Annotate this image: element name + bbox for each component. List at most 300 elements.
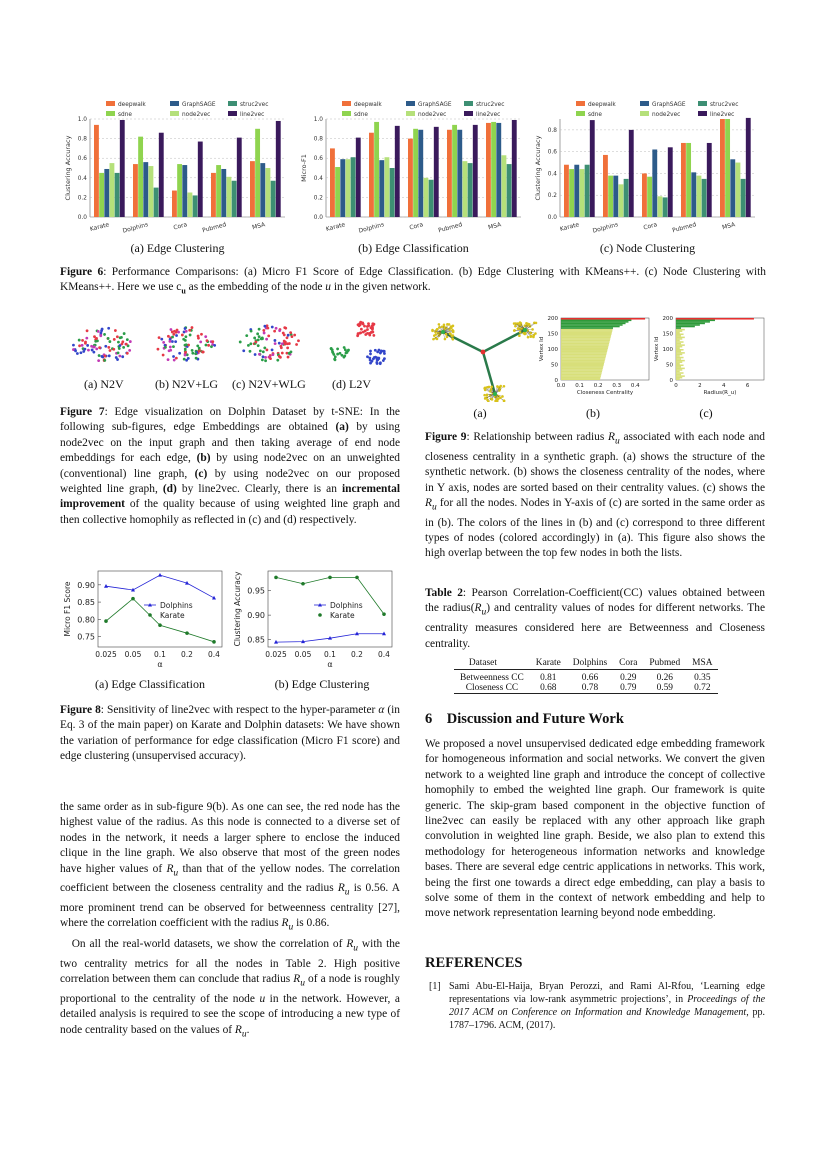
data-point — [301, 582, 305, 586]
scatter-point — [283, 333, 286, 336]
bar — [561, 330, 612, 332]
scatter-point — [266, 348, 269, 351]
scatter-point — [258, 328, 261, 331]
bar — [390, 168, 395, 217]
network-node — [486, 399, 489, 402]
y-tick-label: 200 — [662, 316, 673, 322]
fig9-closeness-chart — [535, 312, 655, 404]
y-tick-label: 0.90 — [77, 580, 95, 590]
bar — [676, 338, 682, 340]
x-tick-label: 0.2 — [351, 650, 363, 659]
data-point — [104, 584, 108, 588]
legend-label: GraphSAGE — [652, 102, 686, 108]
scatter-point — [158, 336, 161, 339]
scatter-point — [369, 353, 372, 356]
bar — [676, 332, 680, 334]
x-tick-label: 0.2 — [181, 650, 193, 659]
bar — [374, 122, 379, 217]
scatter-point — [120, 336, 123, 339]
network-node — [499, 385, 502, 388]
scatter-point — [107, 327, 110, 330]
y-tick-label: 0.85 — [247, 635, 265, 645]
x-tick-label: 0.1 — [575, 383, 584, 389]
network-node — [503, 399, 506, 402]
bar — [691, 172, 696, 217]
bar — [676, 366, 681, 368]
bar — [159, 133, 164, 217]
x-tick-label: Karate — [89, 221, 111, 234]
legend-label: node2vec — [652, 112, 681, 118]
scatter-point — [262, 329, 265, 332]
scatter-point — [281, 342, 284, 345]
network-node — [484, 387, 487, 390]
table2-cell: 0.72 — [686, 683, 718, 694]
scatter-point — [336, 348, 339, 351]
scatter-point — [334, 358, 337, 361]
scatter-point — [278, 329, 281, 332]
bar — [149, 166, 154, 217]
data-point — [328, 576, 332, 580]
scatter-point — [118, 355, 121, 358]
legend-label: GraphSAGE — [418, 102, 452, 108]
network-node — [452, 338, 455, 341]
scatter-point — [188, 329, 191, 332]
fig7-subcaption-b: (b) N2V+LG — [155, 377, 219, 391]
bar — [561, 340, 610, 342]
bar — [561, 355, 606, 357]
network-node — [493, 392, 497, 396]
scatter-point — [101, 328, 104, 331]
network-node — [514, 325, 517, 328]
data-point — [185, 631, 189, 635]
scatter-point — [283, 326, 286, 329]
scatter-point — [204, 335, 207, 338]
network-node — [484, 397, 487, 400]
y-tick-label: 0.8 — [547, 127, 557, 134]
scatter-point — [197, 337, 200, 340]
legend-marker — [318, 613, 322, 617]
table2-row — [454, 670, 718, 684]
data-point — [158, 573, 162, 577]
scatter-point — [213, 344, 216, 347]
legend-label: struc2vec — [710, 102, 739, 108]
scatter-point — [382, 350, 385, 353]
scatter-point — [258, 335, 261, 338]
scatter-point — [80, 351, 83, 354]
bar — [340, 159, 345, 217]
table2-header: Pubmed — [643, 657, 686, 670]
x-tick-label: 0.4 — [630, 383, 640, 389]
fig8-caption: Figure 8: Sensitivity of line2vec with respect to the hyper-parameter α (in Eq. 3 of the main paper) on Karate and Dolphin datasets: We have shown the variation of performance for edge classification (Micro F1 score) and edge clustering (unsupervised accuracy). — [60, 704, 400, 763]
scatter-point — [117, 341, 120, 344]
scatter-point — [81, 339, 84, 342]
y-axis-label: Micro-F1 — [300, 154, 308, 182]
scatter-point — [286, 346, 289, 349]
scatter-point — [97, 330, 100, 333]
scatter-point — [98, 346, 101, 349]
scatter-point — [94, 340, 97, 343]
scatter-point — [81, 344, 84, 347]
network-node — [530, 335, 533, 338]
scatter-point — [187, 357, 190, 360]
scatter-point — [104, 355, 107, 358]
scatter-point — [245, 334, 248, 337]
scatter-point — [128, 349, 131, 352]
bar — [227, 177, 232, 217]
scatter-point — [274, 342, 277, 345]
fig7-subcaption-d: (d) L2V — [332, 377, 371, 391]
bar — [676, 363, 680, 365]
bar — [676, 320, 715, 322]
bar — [486, 123, 491, 217]
x-tick-label: 0.025 — [95, 650, 117, 659]
bar — [681, 143, 686, 217]
body-paragraph-1: the same order as in sub-figure 9(b). As one can see, the red node has the highest value of the radius. As this node is connected to a diverse set of nodes in the network, it needs a larger sphere to enclose the induced clique in the line graph. We also observe that most of the green nodes have higher values of $R_u$ than that of the yellow nodes. The correlation coefficient between the closeness centrality and the radius $R_u$ is 0.56. A more prominent trend can be observed for betweenness centrality [27], where the correlation coefficient with the radius $R_u$ is 0.86. — [60, 801, 400, 933]
scatter-point — [178, 352, 181, 355]
x-tick-label: 0 — [674, 383, 678, 389]
x-tick-label: MSA — [251, 221, 267, 232]
scatter-point — [171, 336, 174, 339]
scatter-point — [162, 341, 165, 344]
bar — [561, 318, 645, 320]
network-node — [449, 332, 452, 335]
bar — [676, 351, 681, 353]
scatter-point — [168, 349, 171, 352]
legend-swatch — [106, 101, 115, 106]
bar — [221, 169, 226, 217]
x-tick-label: Karate — [325, 221, 347, 234]
scatter-point — [74, 349, 77, 352]
bar — [502, 155, 507, 217]
scatter-point — [86, 344, 89, 347]
network-node — [452, 331, 455, 334]
scatter-point — [375, 361, 378, 364]
y-tick-label: 0.4 — [313, 175, 323, 182]
scatter-point — [263, 332, 266, 335]
scatter-point — [168, 340, 171, 343]
scatter-point — [200, 333, 203, 336]
scatter-point — [366, 325, 369, 328]
legend-swatch — [464, 111, 473, 116]
scatter-point — [361, 322, 364, 325]
y-tick-label: 0.6 — [313, 156, 323, 163]
bar — [473, 125, 478, 217]
x-tick-label: 0.025 — [265, 650, 287, 659]
bar — [561, 323, 626, 325]
scatter-point — [205, 344, 208, 347]
network-edge — [483, 330, 525, 352]
bar — [198, 142, 203, 217]
scatter-point — [263, 347, 266, 350]
scatter-point — [257, 344, 260, 347]
legend-label: sdne — [354, 112, 368, 118]
network-node — [499, 396, 502, 399]
series-line — [106, 575, 214, 598]
table2-cell: 0.78 — [567, 683, 613, 694]
bar — [561, 360, 605, 362]
scatter-point — [374, 349, 377, 352]
legend-swatch — [170, 111, 179, 116]
scatter-point — [194, 352, 197, 355]
scatter-point — [273, 330, 276, 333]
legend-label: Dolphins — [160, 601, 193, 610]
x-tick-label: Pubmed — [437, 221, 464, 235]
data-point — [104, 619, 108, 623]
scatter-point — [175, 331, 178, 334]
bar — [676, 355, 680, 357]
fig7-tsne-plots — [60, 315, 400, 375]
bar — [676, 330, 682, 332]
bar — [707, 143, 712, 217]
bar — [104, 169, 109, 217]
legend-label: node2vec — [182, 112, 211, 118]
legend-swatch — [106, 111, 115, 116]
x-tick-label: 0.05 — [294, 650, 312, 659]
legend-label: sdne — [588, 112, 602, 118]
bar — [561, 341, 609, 343]
bar — [676, 349, 684, 351]
scatter-point — [256, 332, 259, 335]
bar — [330, 148, 335, 217]
bar — [561, 329, 613, 331]
network-node — [525, 322, 528, 325]
scatter-point — [122, 346, 125, 349]
scatter-point — [184, 351, 187, 354]
bar — [676, 346, 682, 348]
legend-swatch — [342, 101, 351, 106]
scatter-point — [287, 334, 290, 337]
bar — [676, 340, 680, 342]
scatter-point — [100, 331, 103, 334]
bar — [730, 159, 735, 217]
y-tick-label: 0.75 — [77, 632, 95, 642]
scatter-point — [201, 351, 204, 354]
legend-label: deepwalk — [354, 102, 382, 108]
scatter-point — [266, 327, 269, 330]
legend-swatch — [464, 101, 473, 106]
legend-swatch — [170, 101, 179, 106]
x-tick-label: Cora — [642, 221, 659, 232]
scatter-point — [191, 349, 194, 352]
scatter-point — [91, 349, 94, 352]
network-node — [520, 328, 523, 331]
scatter-point — [175, 357, 178, 360]
y-tick-label: 0.2 — [77, 195, 87, 202]
scatter-point — [210, 345, 213, 348]
bar — [154, 188, 159, 217]
bar — [561, 354, 606, 356]
scatter-point — [264, 359, 267, 362]
bar — [468, 163, 473, 217]
legend-marker — [148, 613, 152, 617]
scatter-point — [76, 352, 79, 355]
scatter-point — [375, 356, 378, 359]
bar — [356, 138, 361, 217]
table2-row — [454, 683, 718, 694]
scatter-point — [191, 326, 194, 329]
bar — [172, 191, 177, 217]
bar — [182, 165, 187, 217]
scatter-point — [170, 328, 173, 331]
network-node — [441, 330, 445, 334]
y-axis-label: Micro F1 Score — [63, 581, 72, 637]
table2-cell: 0.66 — [581, 673, 599, 683]
y-tick-label: 0 — [669, 378, 673, 384]
scatter-point — [291, 335, 294, 338]
scatter-point — [368, 332, 371, 335]
bar — [676, 335, 681, 337]
bar — [561, 321, 628, 323]
network-node — [435, 333, 438, 336]
scatter-point — [121, 355, 124, 358]
reference-label: [1] — [429, 981, 441, 992]
data-point — [382, 612, 386, 616]
fig7-subcaption-c: (c) N2V+WLG — [232, 377, 306, 391]
scatter-point — [167, 358, 170, 361]
fig9-radius-chart — [650, 312, 770, 404]
x-axis-label: α — [157, 660, 163, 669]
bar — [736, 163, 741, 217]
network-node — [517, 327, 520, 330]
scatter-point — [372, 358, 375, 361]
network-node — [483, 394, 486, 397]
y-tick-label: 0.4 — [77, 175, 87, 182]
scatter-point — [198, 347, 201, 350]
bar — [561, 366, 603, 368]
scatter-point — [287, 356, 290, 359]
scatter-point — [118, 347, 121, 350]
bar — [94, 125, 99, 217]
scatter-point — [167, 335, 170, 338]
scatter-point — [174, 340, 177, 343]
bar — [676, 360, 685, 362]
fig6-subcaption-a: (a) Edge Clustering — [130, 241, 225, 255]
network-node — [443, 324, 446, 327]
data-point — [131, 597, 135, 601]
scatter-point — [113, 338, 116, 341]
scatter-point — [278, 342, 281, 345]
network-node — [438, 323, 441, 326]
network-node — [501, 395, 504, 398]
fig8-subcaption-a: (a) Edge Classification — [95, 677, 205, 691]
scatter-point — [331, 351, 334, 354]
legend-swatch — [342, 111, 351, 116]
body-paragraph-2: On all the real-world datasets, we show the correlation of $R_u$ with the two centrality metrics for all the nodes in Table 2. High positive correlation between them can conclude that radius $R_u$ of a node is roughly proportional to the centrality of the node u in the network. However, a detailed analysis is required to see the scope of introducing a new type of node centrality based on the values of $R_u$. — [60, 938, 400, 1039]
x-tick-label: 0.0 — [556, 383, 566, 389]
scatter-point — [261, 359, 264, 362]
legend-swatch — [228, 101, 237, 106]
scatter-point — [359, 323, 362, 326]
y-tick-label: 50 — [551, 362, 558, 369]
x-tick-label: 2 — [698, 383, 702, 389]
bar — [603, 155, 608, 217]
scatter-point — [184, 327, 187, 330]
scatter-point — [173, 359, 176, 362]
network-node — [446, 336, 449, 339]
bar — [676, 352, 685, 354]
scatter-point — [109, 349, 112, 352]
bar — [619, 184, 624, 217]
scatter-point — [278, 355, 281, 358]
scatter-point — [164, 346, 167, 349]
x-axis-label: α — [327, 660, 333, 669]
legend-label: line2vec — [240, 112, 265, 118]
bar — [746, 118, 751, 217]
bar — [211, 173, 216, 217]
bar — [561, 375, 601, 377]
scatter-point — [345, 351, 348, 354]
network-node — [523, 328, 527, 332]
bar — [561, 377, 601, 379]
scatter-point — [107, 346, 110, 349]
scatter-point — [172, 333, 175, 336]
legend-label: Karate — [330, 611, 355, 620]
fig9-subcaption-c: (c) — [699, 406, 713, 420]
bar — [561, 344, 609, 346]
bar — [676, 327, 681, 329]
bar — [452, 125, 457, 217]
bar — [676, 358, 681, 360]
bar — [115, 173, 120, 217]
bar — [720, 119, 725, 217]
data-point — [158, 623, 162, 627]
fig6-subcaption-c: (c) Node Clustering — [599, 241, 696, 255]
legend-swatch — [640, 111, 649, 116]
bar — [561, 368, 603, 370]
bar — [216, 165, 221, 217]
legend-swatch — [576, 111, 585, 116]
bar — [266, 168, 271, 217]
bar — [561, 351, 607, 353]
y-axis-label: Clustering Accuracy — [233, 571, 242, 647]
bar — [676, 378, 680, 380]
table2-cell: 0.79 — [613, 683, 643, 694]
fig6-chart-c — [530, 95, 765, 235]
bar — [561, 326, 620, 328]
network-node — [489, 390, 492, 393]
scatter-point — [191, 352, 194, 355]
bar — [574, 165, 579, 217]
y-axis-label: Vertex Id — [539, 336, 545, 362]
bar — [561, 358, 605, 360]
x-axis-label: Radius(R_u) — [703, 390, 737, 396]
scatter-point — [366, 355, 369, 358]
fig8-chart-a — [60, 565, 230, 675]
network-node — [519, 321, 522, 324]
figure-8 — [60, 565, 400, 695]
y-axis-label: Vertex Id — [654, 336, 660, 362]
bar — [561, 332, 612, 334]
bar — [561, 337, 611, 339]
table2-cell: 0.68 — [530, 683, 567, 694]
bar — [590, 120, 595, 217]
network-node — [445, 333, 448, 336]
fig6-caption: Figure 6: Performance Comparisons: (a) Micro F1 Score of Edge Classification. (b) Edge Clustering with KMeans++. (c) Node Clustering with KMeans++. Here we use $c_u$ as the embedding of the node u in the given network. — [60, 266, 766, 296]
bar — [561, 320, 631, 322]
y-tick-label: 100 — [662, 347, 673, 353]
reference-text: Sami Abu-El-Haija, Bryan Perozzi, and Rami Al-Rfou, ‘Learning edge representations via low-rank asymmetric projections’, in Proceedings of the 2017 ACM on Conference on Information and Knowledge Management, pp. 1787–1796. ACM, (2017). — [449, 981, 766, 1031]
bar — [395, 126, 400, 217]
bar — [676, 357, 684, 359]
bar — [697, 176, 702, 217]
bar — [647, 177, 652, 217]
table2-header: MSA — [686, 657, 718, 670]
scatter-point — [129, 340, 132, 343]
legend-label: line2vec — [476, 112, 501, 118]
scatter-point — [199, 340, 202, 343]
x-tick-label: Cora — [408, 221, 425, 232]
scatter-point — [125, 343, 128, 346]
